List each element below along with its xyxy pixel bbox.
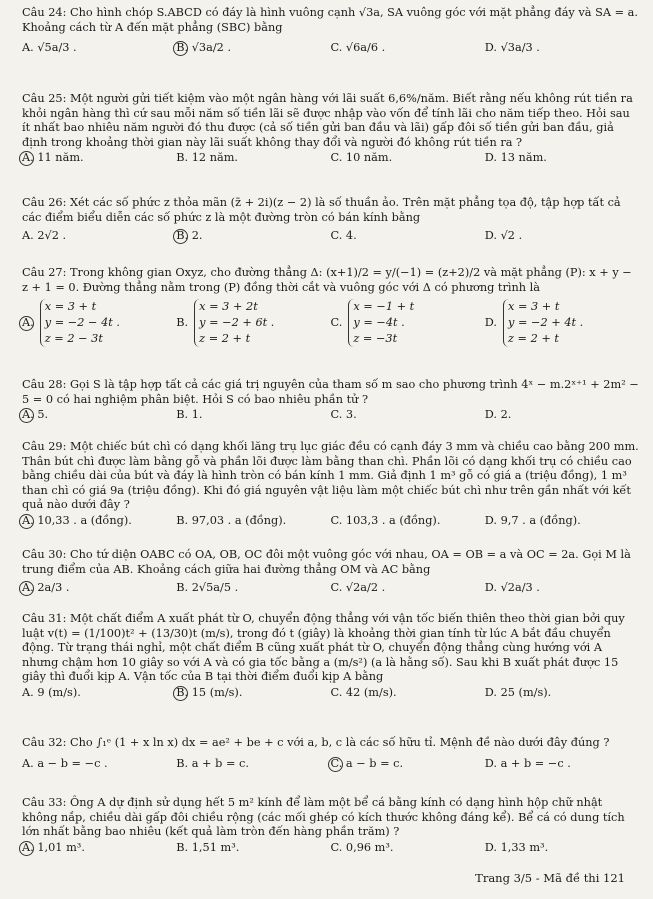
option-d[interactable]: D. √2 .	[484, 229, 523, 243]
option-a[interactable]: A. 2√2 .	[22, 229, 67, 243]
option-b[interactable]: B. 15 (m/s).	[176, 686, 330, 701]
question-text: Câu 32: Cho ∫₁ᵉ (1 + x ln x) dx = ae² + be + c với a, b, c là các số hữu tỉ. Mệnh đề nào dưới đây đúng ?	[22, 736, 610, 749]
option-d[interactable]: D. 25 (m/s).	[484, 685, 552, 699]
option-c[interactable]: C. √2a/2 .	[330, 581, 386, 595]
option-a[interactable]: A. 1,01 m³.	[22, 841, 176, 856]
option-c[interactable]: C. 3.	[330, 408, 357, 422]
question-30	[22, 548, 639, 596]
option-label: C.	[330, 315, 343, 329]
answer-options	[22, 686, 639, 701]
option-d[interactable]: D. √2a/3 .	[484, 581, 540, 595]
answer-options	[22, 841, 639, 856]
equation-z: z = 2 + t	[508, 332, 559, 346]
option-b[interactable]: B. 2√5a/5 .	[176, 581, 239, 595]
line-system	[503, 299, 583, 347]
option-c[interactable]: C. 42 (m/s).	[330, 685, 397, 699]
answer-options	[22, 151, 639, 166]
option-d[interactable]: D. 13 năm.	[484, 151, 547, 165]
option-a[interactable]: A. 9 (m/s).	[22, 685, 81, 699]
equation-y: y = −2 + 4t .	[508, 316, 584, 330]
question-text: Câu 26: Xét các số phức z thỏa mãn (z̄ + 2i)(z − 2) là số thuần ảo. Trên mặt phẳng tọa độ, tập hợp tất cả các điểm biểu diễn các số phức z là một đường tròn có bán kính bằng	[22, 196, 621, 224]
option-c[interactable]: C. 103,3 . a (đồng).	[330, 513, 441, 527]
equation-z: z = −3t	[353, 332, 398, 346]
equation-y: y = −2 + 6t .	[199, 316, 275, 330]
question-text: Câu 28: Gọi S là tập hợp tất cả các giá trị nguyên của tham số m sao cho phương trình 4ˣ − m.2ˣ⁺¹ + 2m² − 5 = 0 có hai nghiệm phân biệt. Hỏi S có bao nhiêu phần tử ?	[22, 378, 639, 406]
answer-options	[22, 229, 639, 244]
equation-z: z = 2 + t	[199, 332, 251, 346]
option-b[interactable]: B. 1.	[176, 408, 203, 422]
question-26	[22, 196, 639, 244]
option-d[interactable]: D. 9,7 . a (đồng).	[484, 513, 581, 527]
option-a[interactable]	[22, 299, 176, 347]
option-d[interactable]	[485, 299, 639, 347]
option-d[interactable]: D. 2.	[484, 408, 512, 422]
question-text: Câu 30: Cho tứ diện OABC có OA, OB, OC đôi một vuông góc với nhau, OA = OB = a và OC = 2a. Gọi M là trung điểm của AB. Khoảng cách giữa hai đường thẳng OM và AC bằng	[22, 548, 631, 576]
question-text: Câu 24: Cho hình chóp S.ABCD có đáy là hình vuông cạnh √3a, SA vuông góc với mặt phẳng đáy và SA = a. Khoảng cách từ A đến mặt phẳng (SBC) bằng	[22, 6, 638, 34]
question-text: Câu 29: Một chiếc bút chì có dạng khối lăng trụ lục giác đều có cạnh đáy 3 mm và chiều cao bằng 200 mm. Thân bút chì được làm bằng gỗ và phần lõi được làm bằng than chì. Phần lõi có dạng khối trụ có chiều cao bằng chiều dài của bút và đáy là hình tròn có bán kính 1 mm. Giả định 1 m³ gỗ có giá a (triệu đồng), 1 m³ than chì có giá 9a (triệu đồng). Khi đó giá nguyên vật liệu làm một chiếc bút chì như trên gần nhất với kết quả nào dưới đây ?	[22, 440, 639, 512]
option-c[interactable]	[331, 299, 485, 347]
option-a[interactable]: A. 2a/3 .	[22, 581, 176, 596]
option-b[interactable]: B. 1,51 m³.	[176, 840, 240, 854]
answer-options	[22, 408, 639, 423]
answer-options	[22, 41, 639, 56]
line-system	[40, 299, 120, 347]
option-a[interactable]: A. √5a/3 .	[22, 41, 77, 55]
question-text: Câu 33: Ông A dự định sử dụng hết 5 m² kính để làm một bể cá bằng kính có dạng hình hộp chữ nhật không nắp, chiều dài gấp đôi chiều rộng (các mối ghép có kích thước không đáng kể). Bể cá có dung tích lớn nhất bằng bao nhiêu (kết quả làm tròn đến hàng phần trăm) ?	[22, 796, 625, 839]
question-31	[22, 612, 639, 701]
question-text: Câu 31: Một chất điểm A xuất phát từ O, chuyển động thẳng với vận tốc biến thiên theo thời gian bởi quy luật v(t) = (1/100)t² + (13/30)t (m/s), trong đó t (giây) là khoảng thời gian tính từ lúc A bắt đầu chuyển động. Từ trạng thái nghỉ, một chất điểm B cũng xuất phát từ O, chuyển động thẳng cùng hướng với A nhưng chậm hơn 10 giây so với A và có gia tốc bằng a (m/s²) (a là hằng số). Sau khi B xuất phát được 15 giây thì đuổi kịp A. Vận tốc của B tại thời điểm đuổi kịp A bằng	[22, 612, 625, 684]
question-text: Câu 27: Trong không gian Oxyz, cho đường thẳng Δ: (x+1)/2 = y/(−1) = (z+2)/2 và mặt phẳng (P): x + y − z + 1 = 0. Đường thẳng nằm trong (P) đồng thời cắt và vuông góc với Δ có phương trình là	[22, 266, 632, 294]
option-b[interactable]: B. 97,03 . a (đồng).	[176, 513, 287, 527]
option-a[interactable]: A. a − b = −c .	[22, 756, 108, 770]
option-b[interactable]: B. 12 năm.	[176, 151, 239, 165]
option-c[interactable]: C. a − b = c.	[331, 757, 485, 772]
line-system	[194, 299, 274, 347]
option-b[interactable]: B. a + b = c.	[176, 756, 249, 770]
option-c[interactable]: C. √6a/6 .	[330, 41, 386, 55]
question-29	[22, 440, 639, 529]
option-d[interactable]: D. a + b = −c .	[484, 756, 571, 770]
equation-x: x = 3 + 2t	[199, 300, 258, 314]
option-d[interactable]: D. √3a/3 .	[484, 41, 540, 55]
option-c[interactable]: C. 10 năm.	[330, 151, 393, 165]
line-system	[348, 299, 414, 347]
equation-x: x = −1 + t	[353, 300, 415, 314]
answer-options	[22, 757, 639, 772]
option-a[interactable]: A. 5.	[22, 408, 176, 423]
option-label: B.	[176, 315, 189, 329]
answer-options	[22, 299, 639, 347]
equation-z: z = 2 − 3t	[44, 332, 103, 346]
equation-x: x = 3 + t	[44, 300, 97, 314]
question-text: Câu 25: Một người gửi tiết kiệm vào một ngân hàng với lãi suất 6,6%/năm. Biết rằng nếu không rút tiền ra khỏi ngân hàng thì cứ sau mỗi năm số tiền lãi sẽ được nhập vào vốn để tính lãi cho năm tiếp theo. Hỏi sau ít nhất bao nhiêu năm người đó thu được (cả số tiền gửi ban đầu và lãi) gấp đôi số tiền gửi ban đầu, giả định trong khoảng thời gian này lãi suất không thay đổi và người đó không rút tiền ra ?	[22, 92, 633, 149]
equation-x: x = 3 + t	[508, 300, 560, 314]
page-footer: Trang 3/5 - Mã đề thi 121	[475, 871, 625, 885]
question-24	[22, 6, 639, 56]
option-d[interactable]: D. 1,33 m³.	[484, 840, 549, 854]
question-32	[22, 736, 639, 771]
question-33	[22, 796, 639, 855]
option-label: D.	[484, 315, 497, 329]
question-28	[22, 378, 639, 423]
option-c[interactable]: C. 0,96 m³.	[330, 840, 394, 854]
question-25	[22, 92, 639, 166]
option-b[interactable]: B. 2.	[176, 229, 330, 244]
equation-y: y = −4t .	[353, 316, 405, 330]
option-a[interactable]: A. 11 năm.	[22, 151, 176, 166]
option-c[interactable]: C. 4.	[330, 229, 357, 243]
equation-y: y = −2 − 4t .	[44, 316, 120, 330]
option-a[interactable]: A. 10,33 . a (đồng).	[22, 514, 176, 529]
option-b[interactable]: B. √3a/2 .	[176, 41, 330, 56]
answer-options	[22, 581, 639, 596]
option-label: A.	[22, 315, 34, 329]
answer-options	[22, 514, 639, 529]
option-b[interactable]	[176, 299, 330, 347]
question-27	[22, 266, 639, 347]
